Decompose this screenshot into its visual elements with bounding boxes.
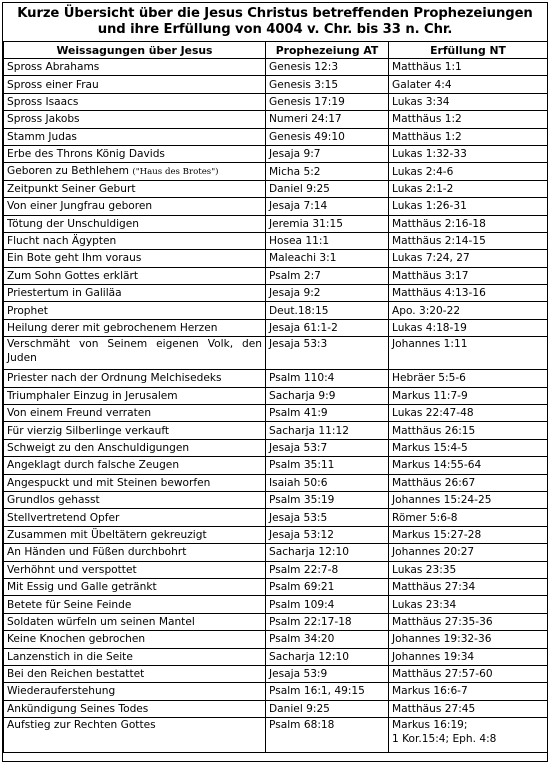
new-testament-cell: Markus 14:55-64 [389,457,548,474]
table-row [4,578,548,595]
table-header-row [4,42,548,59]
prophecy-cell [4,718,266,753]
table-row [4,250,548,267]
new-testament-cell: Matthäus 1:2 [389,128,548,145]
prophecy-text: Ankündigung Seines Todes [7,702,149,715]
old-testament-cell: Psalm 41:9 [266,405,389,422]
prophecy-cell [4,561,266,578]
new-testament-cell: Markus 11:7-9 [389,387,548,404]
new-testament-cell: Galater 4:4 [389,76,548,93]
prophecy-text: Lanzenstich in die Seite [7,650,133,663]
old-testament-cell: Sacharja 9:9 [266,387,389,404]
old-testament-cell: Isaiah 50:6 [266,474,389,491]
table-row [4,509,548,526]
document-title [3,3,547,41]
table-row [4,128,548,145]
prophecy-cell [4,457,266,474]
old-testament-cell: Psalm 109:4 [266,596,389,613]
prophecy-cell [4,387,266,404]
table-row [4,370,548,387]
header-prophecy: Weissagungen über Jesus [4,42,266,59]
prophecy-cell [4,128,266,145]
prophecy-text: Flucht nach Ägypten [7,235,117,248]
new-testament-cell: Johannes 15:24-25 [389,491,548,508]
prophecy-note: ("Haus des Brotes") [132,167,219,178]
old-testament-cell: Psalm 34:20 [266,631,389,648]
table-row [4,145,548,162]
new-testament-cell: Matthäus 26:15 [389,422,548,439]
old-testament-cell: Jesaja 53:7 [266,439,389,456]
prophecy-text: An Händen und Füßen durchbohrt [7,546,187,559]
prophecy-cell [4,422,266,439]
prophecy-text: Priester nach der Ordnung Melchisedeks [7,372,222,385]
prophecy-cell [4,198,266,215]
prophecy-text: Von einer Jungfrau geboren [7,200,153,213]
table-row [4,387,548,404]
new-testament-cell: Markus 16:19; 1 Kor.15:4; Eph. 4:8 [389,718,548,753]
prophecy-text: Priestertum in Galiläa [7,287,122,300]
table-row [4,665,548,682]
prophecy-text: Schweigt zu den Anschuldigungen [7,442,190,454]
prophecy-cell [4,250,266,267]
prophecy-text: Angeklagt durch falsche Zeugen [7,459,180,472]
prophecy-text: Spross Isaacs [7,95,79,108]
prophecy-text: Spross einer Frau [7,78,99,91]
old-testament-cell: Micha 5:2 [266,163,389,180]
new-testament-cell: Matthäus 1:1 [389,59,548,76]
prophecy-cell [4,145,266,162]
table-row [4,439,548,456]
table-row [4,93,548,110]
new-testament-cell: Johannes 19:34 [389,648,548,665]
prophecy-text: Prophet [7,304,48,317]
prophecy-text: Wiederauferstehung [7,685,116,698]
new-testament-cell: Lukas 2:4-6 [389,163,548,180]
new-testament-cell: Matthäus 27:34 [389,578,548,595]
new-testament-cell: Matthäus 26:67 [389,474,548,491]
prophecy-text: Heilung derer mit gebrochenem Herzen [7,322,218,335]
new-testament-cell: Matthäus 27:35-36 [389,613,548,630]
prophecy-text: Von einem Freund verraten [7,407,152,420]
old-testament-cell: Hosea 11:1 [266,232,389,249]
table-row [4,405,548,422]
prophecy-text: Zeitpunkt Seiner Geburt [7,182,136,195]
old-testament-cell: Sacharja 12:10 [266,648,389,665]
old-testament-cell: Psalm 69:21 [266,578,389,595]
new-testament-cell: Matthäus 27:57-60 [389,665,548,682]
prophecy-cell [4,319,266,336]
prophecy-text: Angespuckt und mit Steinen beworfen [7,476,211,489]
prophecy-text: Ein Bote geht Ihm voraus [7,252,142,265]
new-testament-cell: Lukas 1:26-31 [389,198,548,215]
table-row [4,267,548,284]
new-testament-cell: Apo. 3:20-22 [389,302,548,319]
table-row [4,491,548,508]
old-testament-cell: Psalm 22:7-8 [266,561,389,578]
prophecy-text: Verschmäht von Seinem eigenen Volk, den Juden [7,338,262,364]
old-testament-cell: Sacharja 12:10 [266,544,389,561]
prophecy-cell [4,683,266,700]
old-testament-cell: Psalm 22:17-18 [266,613,389,630]
old-testament-cell: Psalm 35:11 [266,457,389,474]
prophecy-text: Keine Knochen gebrochen [7,633,146,646]
prophecy-cell [4,596,266,613]
prophecy-table [3,41,548,753]
prophecy-text: Zusammen mit Übeltätern gekreuzigt [7,528,207,541]
prophecy-cell [4,111,266,128]
prophecy-text: Betete für Seine Feinde [7,598,132,611]
table-row [4,700,548,717]
prophecy-text: Geboren zu Bethlehem [7,165,129,178]
table-row [4,474,548,491]
title-line-1: Kurze Übersicht über die Jesus Christus betreffenden Prophezeiungen [17,6,533,21]
prophecy-text: Für vierzig Silberlinge verkauft [7,424,170,437]
new-testament-cell: Matthäus 1:2 [389,111,548,128]
old-testament-cell: Daniel 9:25 [266,180,389,197]
prophecy-cell [4,267,266,284]
document-page [2,2,548,762]
new-testament-cell: Lukas 1:32-33 [389,145,548,162]
prophecy-cell [4,491,266,508]
table-row [4,215,548,232]
new-testament-cell: Lukas 3:34 [389,93,548,110]
old-testament-cell: Daniel 9:25 [266,700,389,717]
prophecy-text: Stamm Judas [7,130,77,143]
old-testament-cell: Genesis 49:10 [266,128,389,145]
prophecy-cell [4,76,266,93]
old-testament-cell: Jesaja 7:14 [266,198,389,215]
prophecy-text: Tötung der Unschuldigen [7,217,140,230]
prophecy-text: Aufstieg zur Rechten Gottes [7,719,156,732]
table-row [4,76,548,93]
table-row [4,180,548,197]
prophecy-cell [4,631,266,648]
prophecy-cell [4,578,266,595]
table-row [4,319,548,336]
prophecy-cell [4,285,266,302]
new-testament-cell: Matthäus 4:13-16 [389,285,548,302]
prophecy-cell [4,337,266,370]
prophecy-cell [4,59,266,76]
new-testament-cell: Lukas 4:18-19 [389,319,548,336]
prophecy-text: Erbe des Throns König Davids [7,148,165,161]
old-testament-cell: Jesaja 9:7 [266,145,389,162]
table-row [4,718,548,753]
new-testament-cell: Matthäus 27:45 [389,700,548,717]
new-testament-cell: Hebräer 5:5-6 [389,370,548,387]
table-row [4,422,548,439]
prophecy-cell [4,370,266,387]
title-line-2: und ihre Erfüllung von 4004 v. Chr. bis 33 n. Chr. [97,22,453,37]
table-body [4,59,548,753]
prophecy-cell [4,665,266,682]
new-testament-cell: Johannes 20:27 [389,544,548,561]
old-testament-cell: Jesaja 53:9 [266,665,389,682]
old-testament-cell: Psalm 2:7 [266,267,389,284]
table-row [4,457,548,474]
prophecy-cell [4,613,266,630]
old-testament-cell: Genesis 12:3 [266,59,389,76]
prophecy-cell [4,509,266,526]
new-testament-cell: Johannes 19:32-36 [389,631,548,648]
old-testament-cell: Psalm 35:19 [266,491,389,508]
prophecy-text: Spross Abrahams [7,61,100,74]
header-new-testament: Erfüllung NT [389,42,548,59]
prophecy-text: Zum Sohn Gottes erklärt [7,269,139,282]
new-testament-cell: Lukas 7:24, 27 [389,250,548,267]
header-old-testament: Prophezeiung AT [266,42,389,59]
new-testament-cell: Matthäus 3:17 [389,267,548,284]
old-testament-cell: Numeri 24:17 [266,111,389,128]
table-row [4,232,548,249]
table-row [4,111,548,128]
prophecy-text: Verhöhnt und verspottet [7,563,137,576]
prophecy-text: Mit Essig und Galle getränkt [7,581,157,594]
old-testament-cell: Jesaja 9:2 [266,285,389,302]
table-row [4,526,548,543]
old-testament-cell: Psalm 16:1, 49:15 [266,683,389,700]
table-row [4,683,548,700]
prophecy-cell [4,474,266,491]
table-row [4,596,548,613]
prophecy-cell [4,648,266,665]
prophecy-text: Soldaten würfeln um seinen Mantel [7,615,195,628]
prophecy-cell [4,439,266,456]
new-testament-cell: Matthäus 2:16-18 [389,215,548,232]
old-testament-cell: Jesaja 53:3 [266,337,389,370]
table-row [4,544,548,561]
prophecy-text: Spross Jakobs [7,113,80,126]
old-testament-cell: Sacharja 11:12 [266,422,389,439]
new-testament-cell: Matthäus 2:14-15 [389,232,548,249]
new-testament-cell: Markus 16:6-7 [389,683,548,700]
old-testament-cell: Psalm 68:18 [266,718,389,753]
prophecy-cell [4,405,266,422]
new-testament-cell: Lukas 23:35 [389,561,548,578]
prophecy-cell [4,544,266,561]
new-testament-cell: Lukas 22:47-48 [389,405,548,422]
prophecy-cell [4,232,266,249]
prophecy-cell [4,700,266,717]
new-testament-cell: Johannes 1:11 [389,337,548,370]
old-testament-cell: Jeremia 31:15 [266,215,389,232]
table-row [4,631,548,648]
prophecy-text: Grundlos gehasst [7,494,100,507]
old-testament-cell: Jesaja 53:12 [266,526,389,543]
table-row [4,561,548,578]
prophecy-cell [4,163,266,180]
prophecy-cell [4,526,266,543]
old-testament-cell: Genesis 3:15 [266,76,389,93]
new-testament-cell: Lukas 2:1-2 [389,180,548,197]
prophecy-text: Bei den Reichen bestattet [7,668,145,681]
prophecy-text: Triumphaler Einzug in Jerusalem [7,389,178,402]
table-row [4,302,548,319]
prophecy-cell [4,180,266,197]
old-testament-cell: Genesis 17:19 [266,93,389,110]
table-row [4,285,548,302]
table-row [4,59,548,76]
old-testament-cell: Maleachi 3:1 [266,250,389,267]
prophecy-cell [4,302,266,319]
old-testament-cell: Psalm 110:4 [266,370,389,387]
new-testament-cell: Römer 5:6-8 [389,509,548,526]
table-row [4,648,548,665]
table-row [4,337,548,370]
table-row [4,163,548,180]
new-testament-cell: Lukas 23:34 [389,596,548,613]
prophecy-cell [4,93,266,110]
table-row [4,198,548,215]
new-testament-cell: Markus 15:4-5 [389,439,548,456]
new-testament-cell: Markus 15:27-28 [389,526,548,543]
old-testament-cell: Jesaja 61:1-2 [266,319,389,336]
old-testament-cell: Deut.18:15 [266,302,389,319]
table-row [4,613,548,630]
prophecy-text: Stellvertretend Opfer [7,511,120,524]
prophecy-cell [4,215,266,232]
old-testament-cell: Jesaja 53:5 [266,509,389,526]
